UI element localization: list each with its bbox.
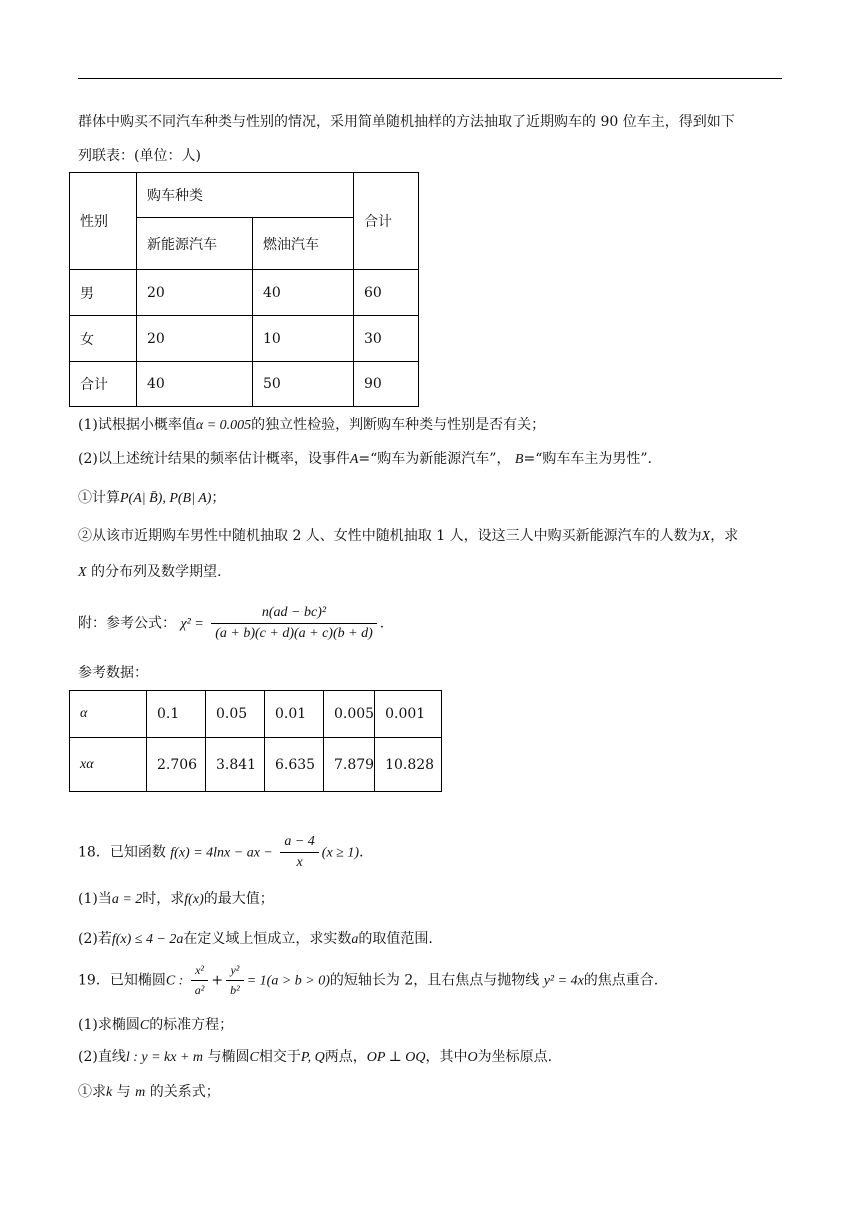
cell-new-energy: 20	[137, 316, 253, 362]
q19-sub1: ①求k 与 m 的关系式；	[78, 1084, 220, 1100]
q17-sub2-line1: ②从该市近期购车男性中随机抽取 2 人、女性中随机抽取 1 人，设这三人中购买新能源汽车的人数为X，求	[78, 528, 739, 544]
reference-table	[69, 690, 442, 792]
chi-square-fraction: $\frac{\text{n(ad − bc)²}}{(a + b)(c + d)(a + c)(b + d)}$	[211, 605, 377, 642]
q17-part1: (1)试根据小概率值α = 0.005的独立性检验，判断购车种类与性别是否有关；	[78, 417, 546, 433]
row-label: 男	[70, 270, 137, 316]
table-cell: 3.841	[206, 738, 265, 792]
table-cell: 10.828	[375, 738, 442, 792]
q19-part1: (1)求椭圆C的标准方程；	[78, 1017, 234, 1033]
q17-sub1: ①计算P(A| B̄), P(B| A)；	[78, 490, 226, 506]
header-car-type: 购车种类	[137, 173, 354, 218]
table-row	[70, 738, 442, 792]
header-total: 合计	[354, 173, 419, 270]
q17-sub2-line2: X 的分布列及数学期望.	[78, 564, 222, 580]
contingency-table	[69, 172, 419, 407]
conditional-probability: P(A| B̄), P(B| A)	[120, 491, 212, 506]
cell-new-energy: 40	[137, 362, 253, 407]
ellipse-y-fraction: $\frac{\text{y²}}{\text{b²}}$	[226, 963, 244, 998]
table-cell: 6.635	[265, 738, 324, 792]
header-fuel: 燃油汽车	[253, 218, 354, 270]
table-cell: 0.05	[206, 691, 265, 738]
alpha-label: α	[70, 691, 147, 738]
cell-new-energy: 20	[137, 270, 253, 316]
table-row	[70, 691, 442, 738]
q19-intro: 19．已知椭圆C : $\frac{\text{x²}}{\text{a²}}$ + $\frac{\text{y²}}{\text{b²}}$ = 1(a > b > 0)的短轴长为 2，且右焦点与抛物线 y² = 4x的焦点重合.	[78, 963, 659, 997]
cell-fuel: 40	[253, 270, 354, 316]
q17-part2: (2)以上述统计结果的频率估计概率，设事件A=“购车为新能源汽车”， B=“购车车主为男性”.	[78, 451, 652, 467]
q18-part2: (2)若f(x) ≤ 4 − 2a在定义域上恒成立，求实数a的取值范围.	[78, 931, 433, 947]
q18-part1: (1)当a = 2时，求f(x)的最大值；	[78, 891, 274, 907]
q18-fraction: $\frac{a - 4}{x}$	[280, 834, 318, 871]
table-cell: 0.1	[147, 691, 206, 738]
reference-data-label: 参考数据：	[78, 665, 148, 681]
intro-line-2: 列联表：(单位：人)	[78, 148, 201, 164]
ellipse-x-fraction: $\frac{\text{x²}}{\text{a²}}$	[191, 963, 209, 998]
header-new-energy: 新能源汽车	[137, 218, 253, 270]
cell-total: 60	[354, 270, 419, 316]
table-cell: 0.001	[375, 691, 442, 738]
table-cell: 0.005	[324, 691, 375, 738]
cell-total: 90	[354, 362, 419, 407]
cell-fuel: 10	[253, 316, 354, 362]
header-gender: 性别	[70, 173, 137, 270]
alpha-equation: α = 0.005	[195, 418, 252, 433]
row-label: 女	[70, 316, 137, 362]
reference-formula: 附：参考公式： χ² = $\frac{\text{n(ad − bc)²}}{(a + b)(c + d)(a + c)(b + d)}$ .	[78, 605, 385, 641]
table-row	[70, 316, 419, 362]
table-cell: 7.879	[324, 738, 375, 792]
table-row	[70, 270, 419, 316]
table-cell: 2.706	[147, 738, 206, 792]
row-label: 合计	[70, 362, 137, 407]
q18-intro: 18．已知函数 f(x) = 4lnx − ax − $\frac{a - 4}{x}$ (x ≥ 1).	[78, 834, 364, 870]
table-cell: 0.01	[265, 691, 324, 738]
q19-part2: (2)直线l : y = kx + m 与椭圆C相交于P, Q两点，OP ⊥ OQ，其中O为坐标原点.	[78, 1049, 553, 1065]
header-rule	[78, 78, 782, 79]
x-alpha-label: xα	[70, 738, 147, 792]
cell-fuel: 50	[253, 362, 354, 407]
table-row	[70, 362, 419, 407]
intro-line-1: 群体中购买不同汽车种类与性别的情况，采用简单随机抽样的方法抽取了近期购车的 90 位车主，得到如下	[78, 114, 735, 130]
cell-total: 30	[354, 316, 419, 362]
